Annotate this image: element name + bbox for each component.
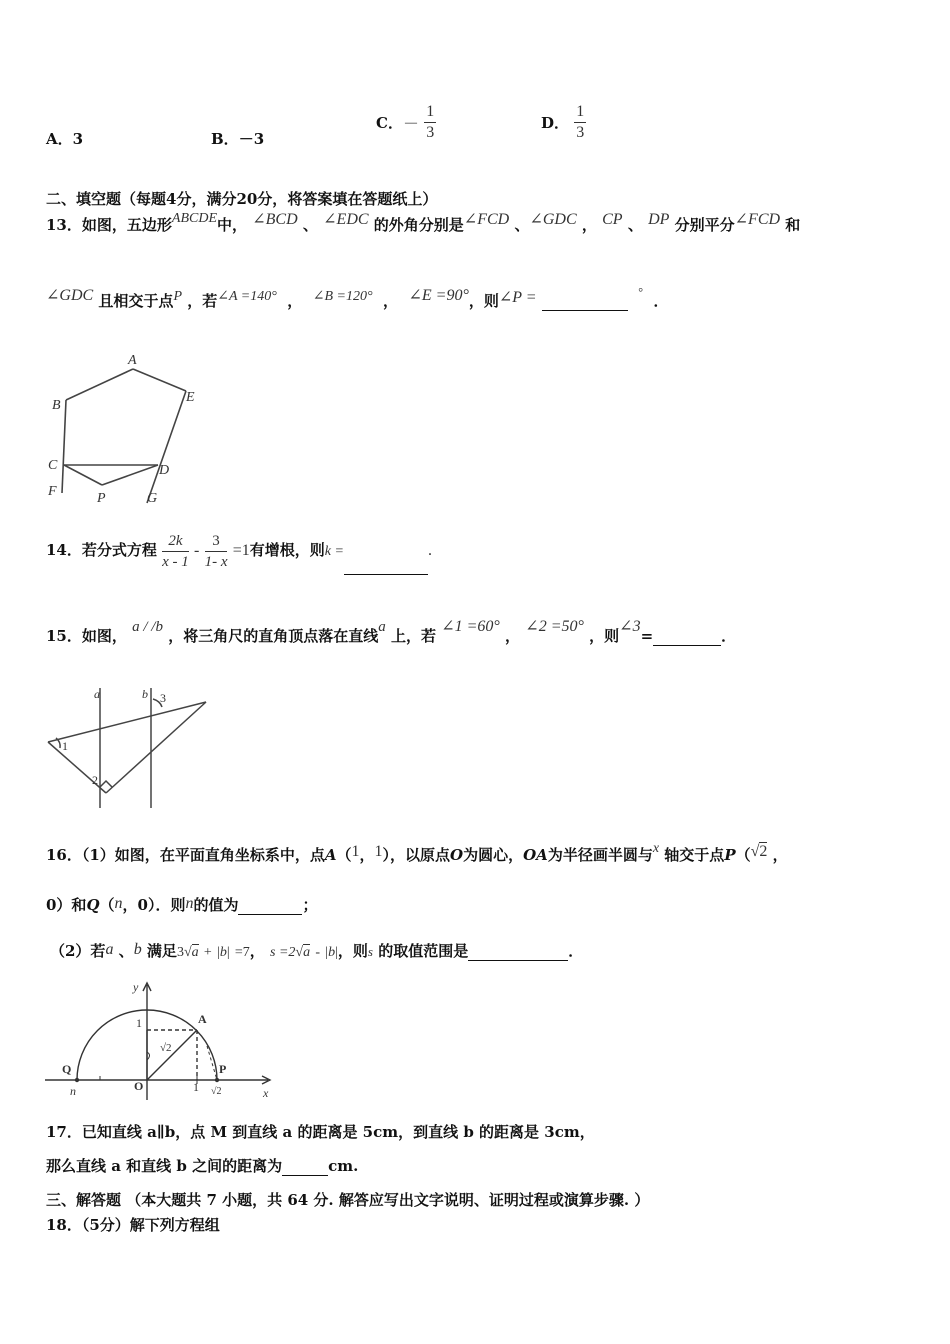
q16-semicircle-figure xyxy=(40,975,280,1105)
fraction-d: $\frac{1}{3}$ xyxy=(576,103,585,141)
q14-fraction-2: $\frac{3}{1- x}$ xyxy=(204,532,228,570)
option-c: C．－ $\frac{1}{3}$ xyxy=(376,103,435,141)
axis-label-x: x xyxy=(263,1086,269,1100)
tick-label-n: n xyxy=(70,1084,76,1098)
line-label-b: b xyxy=(142,687,148,701)
tick-label-y-1: 1 xyxy=(136,1016,142,1030)
point-label-P: P xyxy=(219,1062,227,1076)
tick-label-x-1: 1 xyxy=(193,1080,199,1094)
q15-triangle-figure xyxy=(40,680,220,815)
label-A: A xyxy=(128,353,137,368)
point-label-Q: Q xyxy=(62,1062,72,1076)
q13-pentagon-figure xyxy=(40,345,210,510)
sqrt2-in-figure: √2 xyxy=(160,1042,172,1054)
label-B: B xyxy=(52,398,61,413)
abs-bar: | xyxy=(335,945,338,960)
angle-label-2: 2 xyxy=(92,773,98,787)
option-a: A．3 xyxy=(46,130,84,148)
point-label-O: O xyxy=(134,1079,144,1093)
axis-label-y: y xyxy=(133,980,139,994)
q18-line: 18．（5分）解下列方程组 xyxy=(46,1216,220,1234)
label-F: F xyxy=(48,484,57,499)
q16-2-answer-blank[interactable] xyxy=(468,946,568,961)
abs-bar: | xyxy=(226,945,230,960)
point-label-A: A xyxy=(198,1012,207,1026)
label-E: E xyxy=(186,390,195,405)
sqrt-sign: √ xyxy=(295,945,304,960)
label-C: C xyxy=(48,458,58,473)
fraction-c: $\frac{1}{3}$ xyxy=(426,103,435,141)
angle-label-1: 1 xyxy=(62,739,68,753)
q17-answer-blank[interactable] xyxy=(282,1161,328,1176)
sqrt-sign: √ xyxy=(183,945,192,960)
section-2-heading: 二、填空题（每题4分，满分20分，将答案填在答题纸上） xyxy=(46,190,438,208)
option-b: B．－3 xyxy=(211,130,265,148)
q16-line-3: （2）若a 、b 满足3√a + |b| =7， s =2√a - |b|，则s 的取值范围是 ． xyxy=(50,941,584,960)
q17-line-1: 17．已知直线 a∥b，点 M 到直线 a 的距离是 5cm，到直线 b 的距离是 3cm， xyxy=(46,1123,595,1141)
label-G: G xyxy=(147,491,158,506)
angle-label-3: 3 xyxy=(160,691,166,705)
q15-answer-blank[interactable] xyxy=(653,631,721,646)
q17-line-2: 那么直线 a 和直线 b 之间的距离为 cm. xyxy=(46,1157,359,1175)
q14-fraction-1: $\frac{2k}{x - 1}$ xyxy=(162,532,189,570)
q15-line: 15．如图， a / /b ，将三角尺的直角顶点落在直线a 上，若 ∠1 =60° ， ∠2 =50° ，则∠3= ． xyxy=(46,618,737,645)
q16-1-answer-blank[interactable] xyxy=(238,900,302,915)
line-label-a: a xyxy=(94,687,100,701)
q14-answer-blank[interactable] xyxy=(344,560,428,575)
q13-line-2: ∠GDC 且相交于点P ，若∠A =140° ， ∠B =120° ， ∠E =90°，则∠P = ° ． xyxy=(46,285,669,310)
q13-answer-blank[interactable] xyxy=(542,296,628,311)
abs-bar: | xyxy=(217,945,220,960)
option-d: D． $\frac{1}{3}$ xyxy=(541,103,585,141)
label-P: P xyxy=(97,491,106,506)
label-D: D xyxy=(159,463,170,478)
q16-line-2: 0）和Q（n，0）．则n的值为 ； xyxy=(46,895,318,914)
sqrt-sign: √ xyxy=(750,843,760,860)
q13-line-1: 13．如图，五边形ABCDE中， ∠BCD 、 ∠EDC 的外角分别是∠FCD 、∠GDC ， CP 、 DP 分别平分∠FCD 和 xyxy=(46,211,801,234)
section-3-heading: 三、解答题 （本大题共 7 小题，共 64 分. 解答应写出文字说明、证明过程或演算步骤. ） xyxy=(46,1191,650,1209)
tick-label-sqrt2: √2 xyxy=(211,1086,222,1097)
abs-bar: | xyxy=(325,945,329,960)
q16-line-1: 16．（1）如图，在平面直角坐标系中，点A（1，1），以原点O为圆心，OA为半径画半圆与x 轴交于点P（√2 ， xyxy=(46,841,788,864)
q14-line: 14．若分式方程 $\frac{2k}{x - 1}$ - $\frac{3}{1- x}$ =1有增根，则k = . xyxy=(46,527,432,575)
